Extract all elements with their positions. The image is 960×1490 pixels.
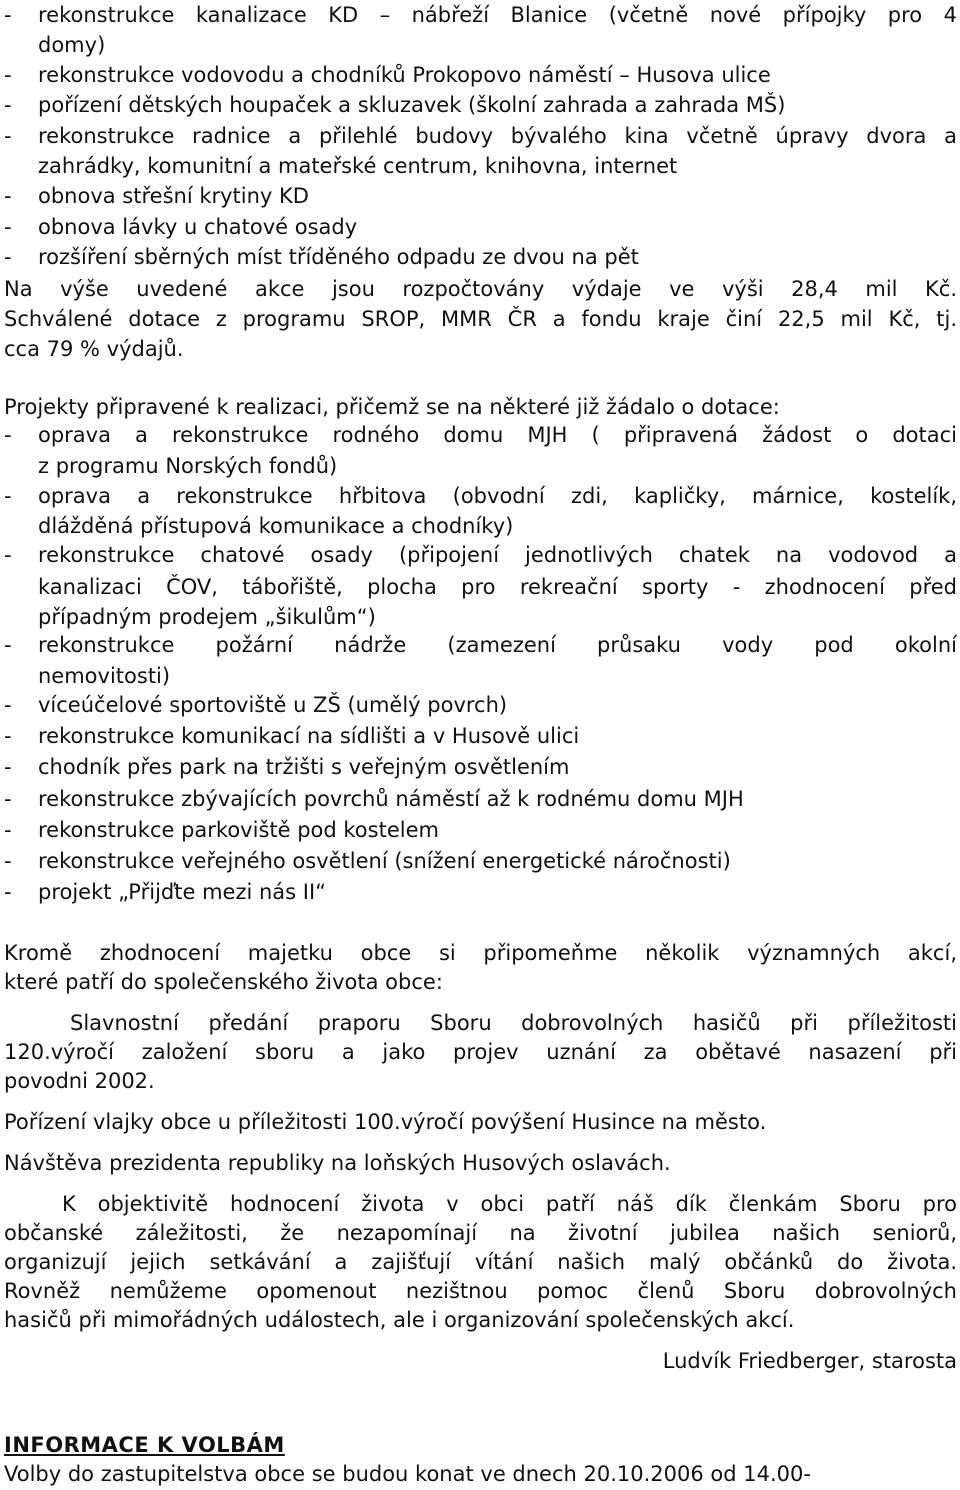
list-bullet: -: [4, 245, 12, 269]
list-bullet: -: [4, 484, 12, 508]
paragraph-line: Slavnostní předání praporu Sboru dobrovolných hasičů při příležitosti: [70, 1011, 957, 1035]
list-item: rekonstrukce komunikací na sídlišti a v Husově ulici: [38, 724, 580, 748]
paragraph-line: Schválené dotace z programu SROP, MMR ČR a fondu kraje činí 22,5 mil Kč, tj.: [4, 307, 957, 331]
paragraph-line: Kromě zhodnocení majetku obce si připomeňme několik významných akcí,: [4, 941, 957, 965]
list-bullet: -: [4, 693, 12, 717]
list-item: víceúčelové sportoviště u ZŠ (umělý povrch): [38, 693, 508, 717]
list-bullet: -: [4, 633, 12, 657]
event-town-flag: Pořízení vlajky obce u příležitosti 100.výročí povýšení Husince na město.: [4, 1110, 767, 1134]
list-item-continuation: domy): [38, 33, 106, 57]
list-item-continuation: případným prodejem „šikulům“): [38, 605, 376, 629]
list-bullet: -: [4, 63, 12, 87]
paragraph-line: organizují jejich setkávání a zajišťují vítání našich malý občánků do života.: [4, 1250, 957, 1274]
list-item: rekonstrukce zbývajících povrchů náměstí až k rodnému domu MJH: [38, 787, 744, 811]
list-item-continuation: nemovitosti): [38, 664, 171, 688]
elections-line: Volby do zastupitelstva obce se budou konat ve dnech 20.10.2006 od 14.00-: [4, 1462, 811, 1486]
list-bullet: -: [4, 543, 12, 567]
list-item: rekonstrukce radnice a přilehlé budovy bývalého kina včetně úpravy dvora a: [38, 124, 957, 148]
list-item: rekonstrukce kanalizace KD – nábřeží Blanice (včetně nové přípojky pro 4: [38, 3, 957, 27]
list-item: obnova lávky u chatové osady: [38, 215, 358, 239]
list-item: pořízení dětských houpaček a skluzavek (školní zahrada a zahrada MŠ): [38, 93, 786, 117]
list-item: rekonstrukce veřejného osvětlení (snížení energetické náročnosti): [38, 849, 731, 873]
list-bullet: -: [4, 787, 12, 811]
paragraph-line: občanské záležitosti, že nezapomínají na životní jubilea našich seniorů,: [4, 1221, 957, 1245]
list-bullet: -: [4, 818, 12, 842]
list-item: projekt „Přijďte mezi nás II“: [38, 880, 327, 904]
list-item-continuation: kanalizaci ČOV, tábořiště, plocha pro rekreační sporty - zhodnocení před: [38, 575, 957, 599]
list-bullet: -: [4, 755, 12, 779]
list-bullet: -: [4, 124, 12, 148]
event-president-visit: Návštěva prezidenta republiky na loňských Husových oslavách.: [4, 1151, 671, 1175]
list-item: rekonstrukce vodovodu a chodníků Prokopovo náměstí – Husova ulice: [38, 63, 771, 87]
paragraph-line: 120.výročí založení sboru a jako projev uznání za obětavé nasazení při: [4, 1040, 957, 1064]
projects-intro: Projekty připravené k realizaci, přičemž se na některé již žádalo o dotace:: [4, 395, 780, 419]
section-heading: INFORMACE K VOLBÁM: [4, 1433, 285, 1457]
list-item: rozšíření sběrných míst tříděného odpadu ze dvou na pět: [38, 245, 639, 269]
list-bullet: -: [4, 880, 12, 904]
list-item: chodník přes park na tržišti s veřejným osvětlením: [38, 755, 570, 779]
list-item-continuation: z programu Norských fondů): [38, 454, 338, 478]
signature: Ludvík Friedberger, starosta: [662, 1349, 957, 1373]
paragraph-line: Na výše uvedené akce jsou rozpočtovány výdaje ve výši 28,4 mil Kč.: [4, 277, 957, 301]
paragraph-line: které patří do společenského života obce:: [4, 970, 443, 994]
paragraph-line: Rovněž nemůžeme opomenout nezištnou pomoc členů Sboru dobrovolných: [4, 1279, 957, 1303]
list-bullet: -: [4, 423, 12, 447]
paragraph-line: cca 79 % výdajů.: [4, 337, 184, 361]
list-bullet: -: [4, 3, 12, 27]
list-item: oprava a rekonstrukce hřbitova (obvodní zdi, kapličky, márnice, kostelík,: [38, 484, 957, 508]
list-item: rekonstrukce chatové osady (připojení jednotlivých chatek na vodovod a: [38, 543, 957, 567]
paragraph-line: hasičů při mimořádných událostech, ale i organizování společenských akcí.: [4, 1308, 795, 1332]
list-bullet: -: [4, 215, 12, 239]
list-item: oprava a rekonstrukce rodného domu MJH ( připravená žádost o dotaci: [38, 423, 957, 447]
list-item-continuation: zahrádky, komunitní a mateřské centrum, knihovna, internet: [38, 154, 678, 178]
list-bullet: -: [4, 184, 12, 208]
list-item: rekonstrukce požární nádrže (zamezení průsaku vody pod okolní: [38, 633, 957, 657]
list-bullet: -: [4, 724, 12, 748]
list-item: rekonstrukce parkoviště pod kostelem: [38, 818, 439, 842]
paragraph-line: povodni 2002.: [4, 1069, 155, 1093]
list-bullet: -: [4, 849, 12, 873]
paragraph-line: K objektivitě hodnocení života v obci patří náš dík členkám Sboru pro: [62, 1192, 957, 1216]
list-item: obnova střešní krytiny KD: [38, 184, 309, 208]
list-item-continuation: dlážděná přístupová komunikace a chodníky): [38, 514, 514, 538]
list-bullet: -: [4, 93, 12, 117]
